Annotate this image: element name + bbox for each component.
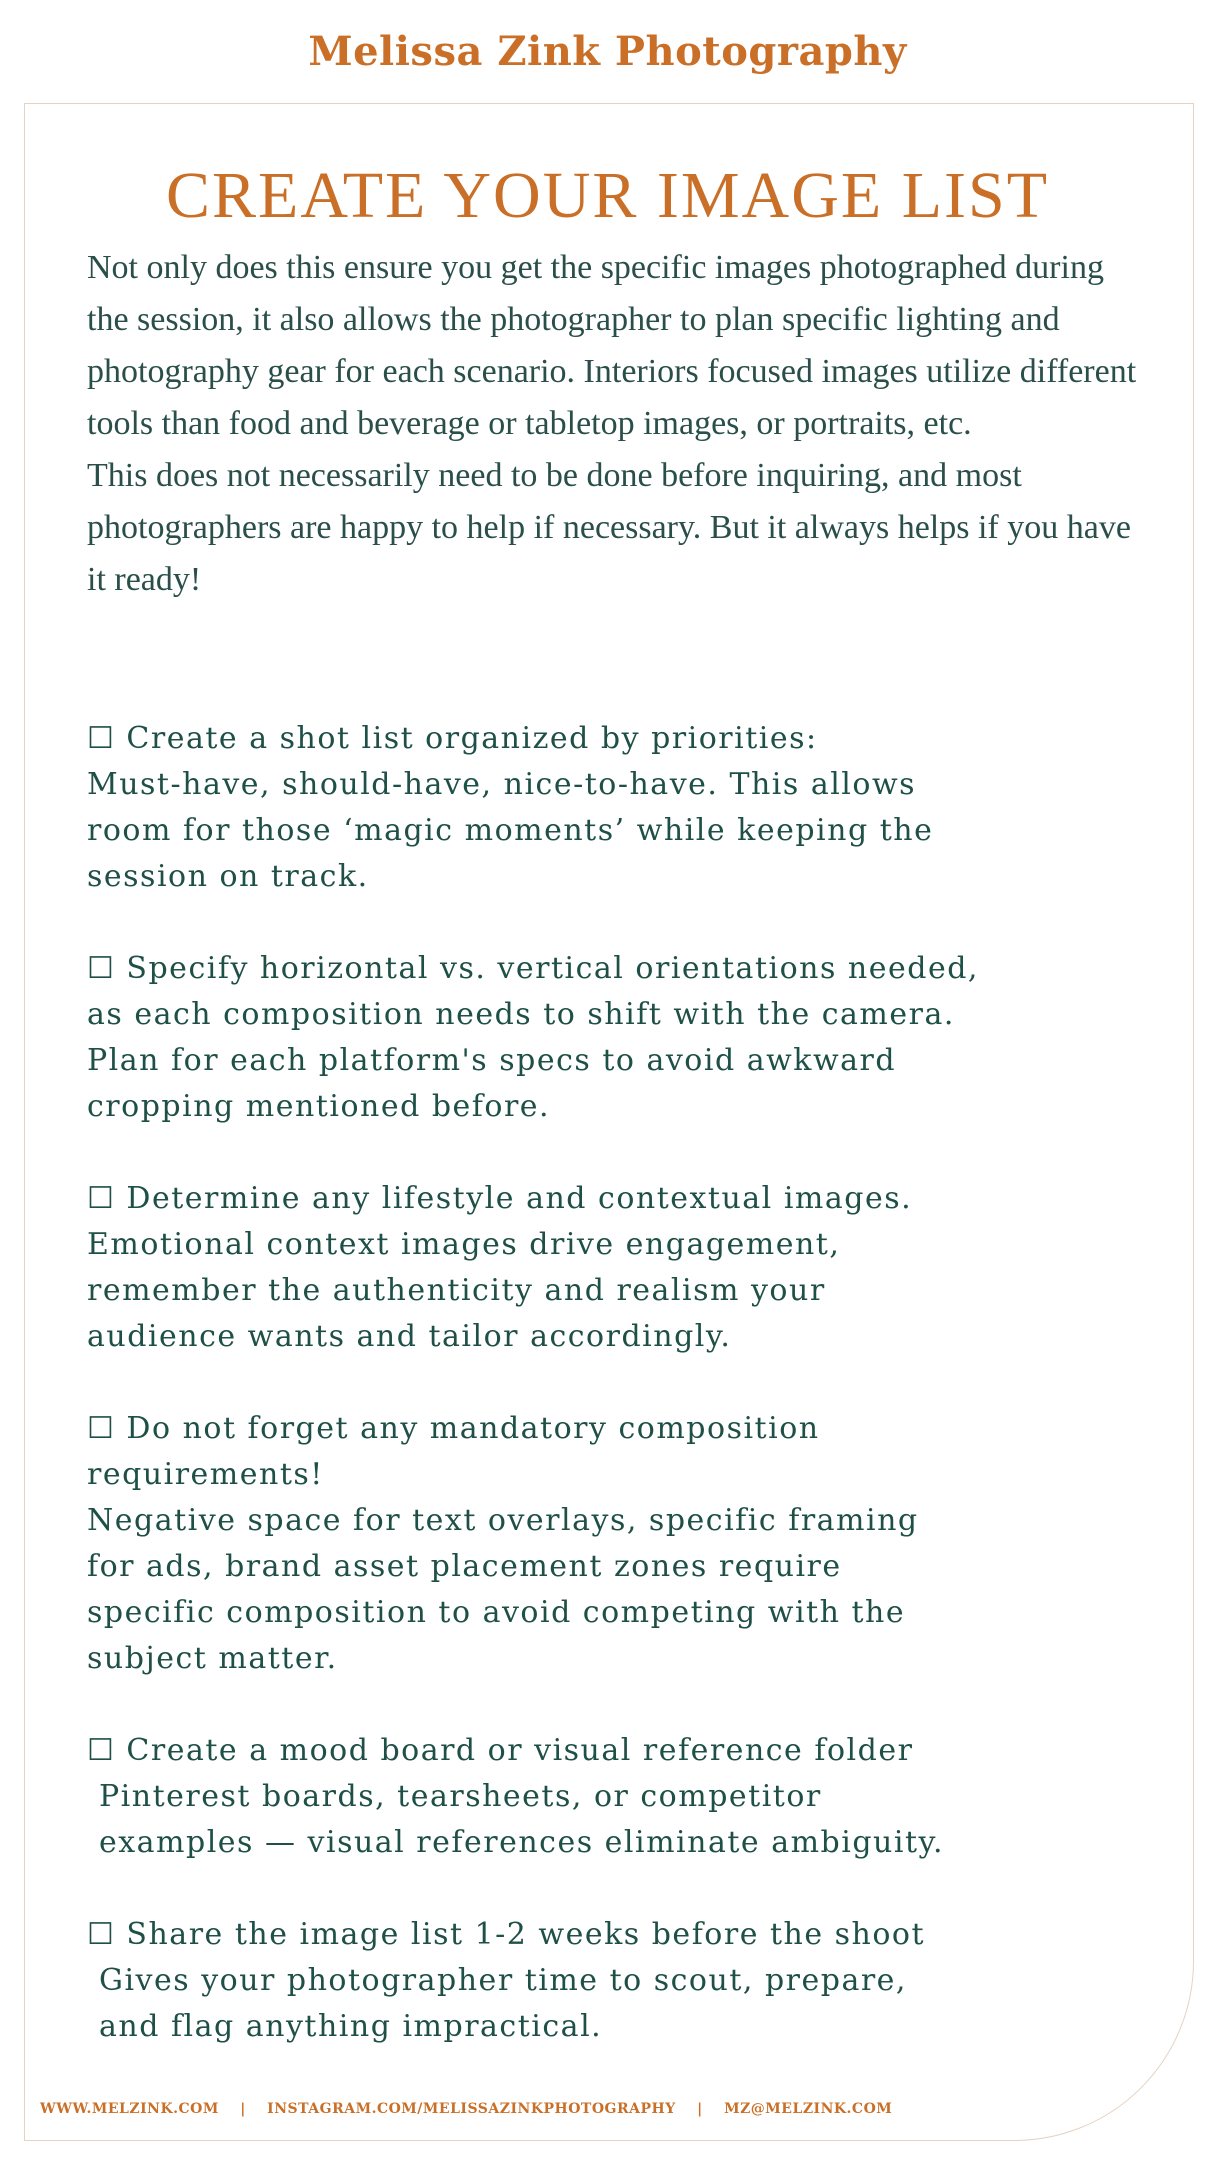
footer — [40, 2101, 892, 2117]
checklist-item-composition[interactable] — [87, 1406, 1147, 1682]
checklist-item-heading: ☐ Create a mood board or visual reference folder — [87, 1733, 914, 1768]
checklist-item-mood-board[interactable] — [87, 1728, 1147, 1866]
checklist-item-text: remember the authenticity and realism your — [87, 1273, 826, 1308]
website-link[interactable]: WWW.MELZINK.COM — [40, 2101, 219, 2117]
checklist-item-text: Must-have, should-have, nice-to-have. This allows — [87, 767, 917, 802]
checklist-item-heading: ☐ Specify horizontal vs. vertical orientations needed, — [87, 951, 979, 986]
footer-separator: | — [697, 2101, 703, 2117]
checklist — [87, 716, 1147, 2096]
page-title: CREATE YOUR IMAGE LIST — [165, 159, 1050, 232]
checklist-item-text: Pinterest boards, tearsheets, or competitor — [99, 1779, 822, 1814]
checklist-item-heading: ☐ Do not forget any mandatory composition — [87, 1411, 820, 1446]
brand-name: Melissa Zink Photography — [308, 28, 907, 75]
checklist-item-text: room for those ‘magic moments’ while keeping the — [87, 813, 934, 848]
footer-separator: | — [240, 2101, 246, 2117]
checklist-item-text: requirements! — [87, 1457, 324, 1492]
checklist-item-heading: ☐ Determine any lifestyle and contextual images. — [87, 1181, 913, 1216]
checklist-item-shot-list[interactable] — [87, 716, 1147, 900]
checklist-item-text: subject matter. — [87, 1641, 338, 1676]
checklist-item-text: specific composition to avoid competing with the — [87, 1595, 906, 1630]
checklist-item-text: for ads, brand asset placement zones require — [87, 1549, 842, 1584]
checklist-item-orientations[interactable] — [87, 946, 1147, 1130]
checklist-item-heading: ☐ Share the image list 1-2 weeks before the shoot — [87, 1917, 926, 1952]
checklist-item-text: audience wants and tailor accordingly. — [87, 1319, 732, 1354]
checklist-item-share-list[interactable] — [87, 1912, 1147, 2050]
checklist-item-text: and flag anything impractical. — [99, 2009, 603, 2044]
checklist-item-text: Emotional context images drive engagement, — [87, 1227, 841, 1262]
intro-paragraph-1: Not only does this ensure you get the specific images photographed during the session, it also allows the photographer to plan specific lighting and photography gear for each scenario. Interiors focused images utilize different tools than food and beverage or tabletop images, or portraits, etc. — [87, 249, 1137, 442]
checklist-item-text: examples — visual references eliminate ambiguity. — [99, 1825, 945, 1860]
intro-paragraph-2: This does not necessarily need to be done before inquiring, and most photographers are happy to help if necessary. But it always helps if you have it ready! — [87, 457, 1131, 598]
checklist-item-text: Negative space for text overlays, specific framing — [87, 1503, 919, 1538]
checklist-item-text: Gives your photographer time to scout, prepare, — [99, 1963, 907, 1998]
email-link[interactable]: MZ@MELZINK.COM — [724, 2101, 893, 2117]
checklist-item-text: cropping mentioned before. — [87, 1089, 551, 1124]
checklist-item-text: as each composition needs to shift with the camera. — [87, 997, 955, 1032]
checklist-item-text: session on track. — [87, 859, 369, 894]
checklist-item-text: Plan for each platform's specs to avoid awkward — [87, 1043, 897, 1078]
intro-text — [87, 242, 1147, 606]
checklist-item-heading: ☐ Create a shot list organized by priorities: — [87, 721, 818, 756]
checklist-item-lifestyle[interactable] — [87, 1176, 1147, 1360]
instagram-link[interactable]: INSTAGRAM.COM/MELISSAZINKPHOTOGRAPHY — [267, 2101, 676, 2117]
